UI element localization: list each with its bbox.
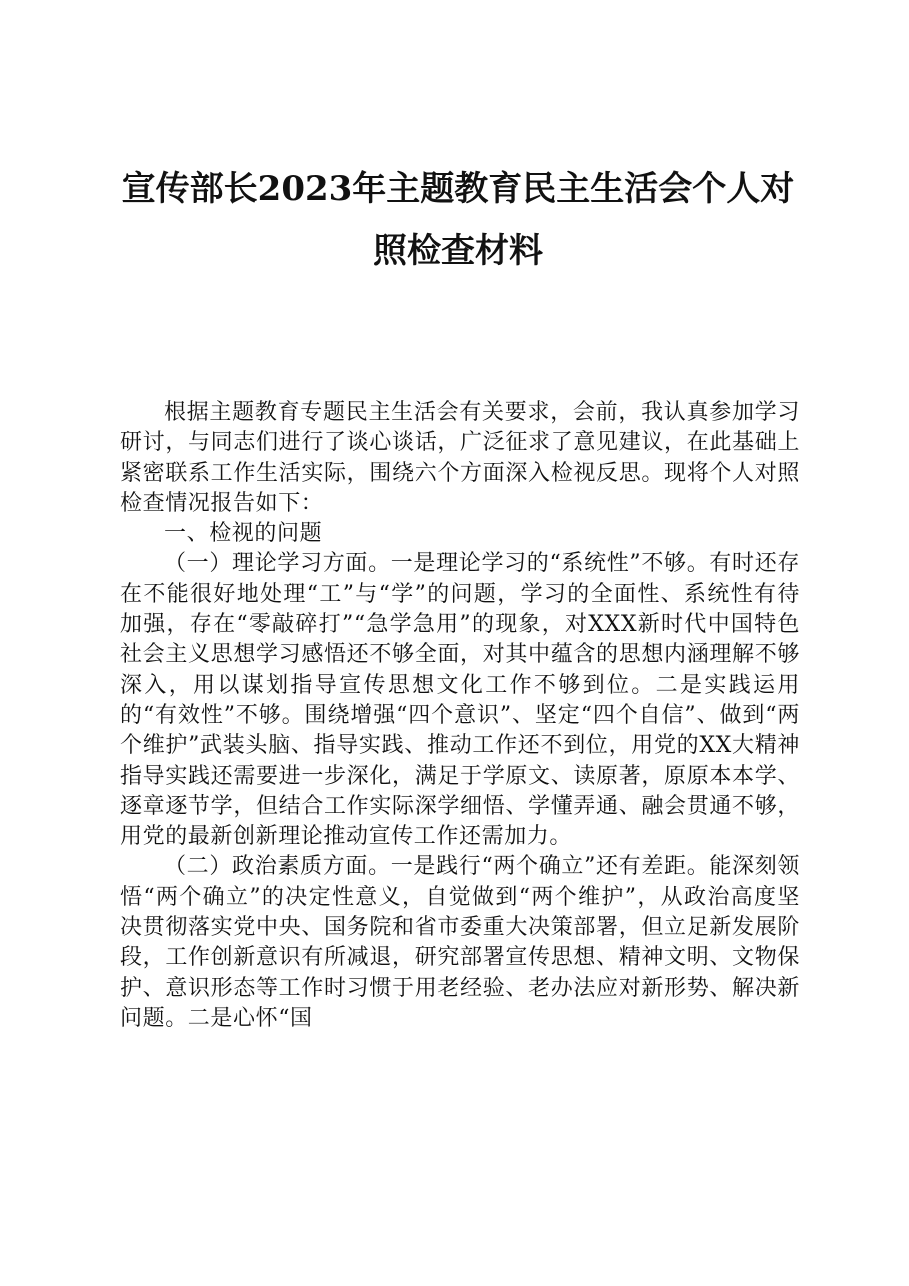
title-line-1: 宣传部长2023年主题教育民主生活会个人对 [121, 169, 795, 209]
section-heading: 一、检视的问题 [164, 521, 323, 547]
document-title [118, 158, 798, 282]
paragraph-theory-study: （一）理论学习方面。一是理论学习的“系统性”不够。有时还存在不能很好地处理“工”与“学”的问题，学习的全面性、系统性有待加强，存在“零敲碎打”“急学急用”的现象，对XXX新时代中国特色社会主义思想学习感悟还不够全面，对其中蕴含的思想内涵理解不够深入，用以谋划指导宣传思想文化工作不够到位。二是实践运用的“有效性”不够。围绕增强“四个意识”、坚定“四个自信”、做到“两个维护”武装头脑、指导实践、推动工作还不到位，用党的XX大精神指导实践还需要进一步深化，满足于学原文、读原著，原原本本学、逐章逐节学，但结合工作实际深学细悟、学懂弄通、融会贯通不够，用党的最新创新理论推动宣传工作还需加力。 [120, 551, 800, 850]
paragraph-intro: 根据主题教育专题民主生活会有关要求，会前，我认真参加学习研讨，与同志们进行了谈心谈话，广泛征求了意见建议，在此基础上紧密联系工作生活实际，围绕六个方面深入检视反思。现将个人对照检查情况报告如下： [120, 400, 800, 516]
document-body [120, 398, 800, 1034]
title-line-2: 照检查材料 [373, 231, 543, 271]
paragraph-political-quality: （二）政治素质方面。一是践行“两个确立”还有差距。能深刻领悟“两个确立”的决定性意义，自觉做到“两个维护”，从政治高度坚决贯彻落实党中央、国务院和省市委重大决策部署，但立足新发展阶段，工作创新意识有所减退，研究部署宣传思想、精神文明、文物保护、意识形态等工作时习惯于用老经验、老办法应对新形势、解决新问题。二是心怀“国 [120, 854, 800, 1031]
